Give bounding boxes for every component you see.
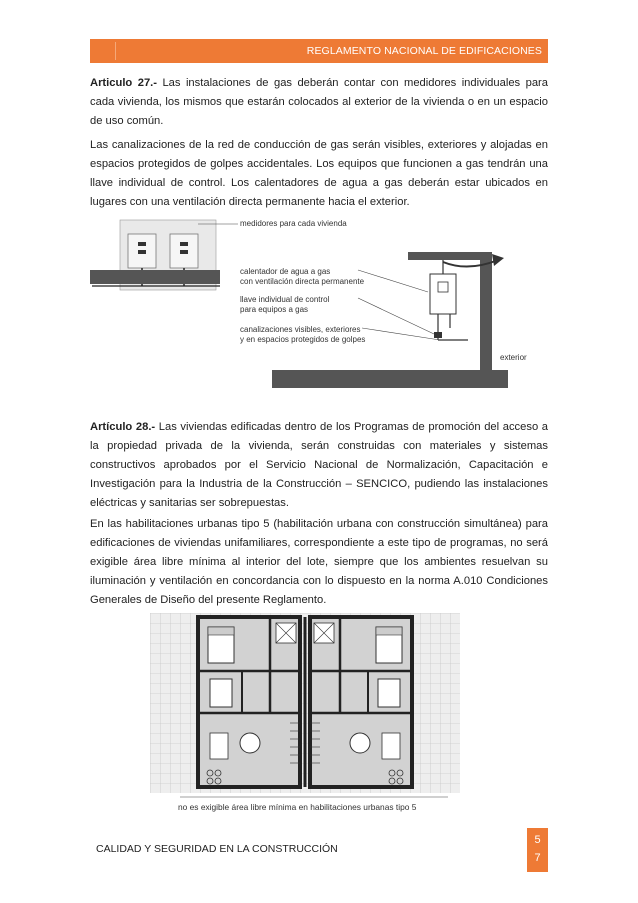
floor-plan-caption: no es exigible área libre mínima en habilitaciones urbanas tipo 5: [178, 802, 417, 812]
label-valve-2: para equipos a gas: [240, 305, 309, 314]
roof-slab: [408, 252, 488, 260]
exterior-wall: [480, 252, 492, 370]
paragraph-gas-lines: Las canalizaciones de la red de conducción de gas serán visibles, exteriores y alojadas en espacios protegidos de golpes accidentales. Los equipos que funcionen a gas tendrán una llave individual de control. Los calentadores de agua a gas deberán estar ubicados en lugares con una ventilación directa permanente hacia el exterior.: [90, 139, 548, 208]
label-valve-1: llave individual de control: [240, 295, 330, 304]
page-footer: CALIDAD Y SEGURIDAD EN LA CONSTRUCCIÓN: [96, 843, 338, 855]
dining-table-right: [350, 733, 370, 753]
article-28-text: Las viviendas edificadas dentro de los Programas de promoción del acceso a la propiedad privada de la vivienda, serán construidas con materiales y sistemas constructivos aprobados por el Servicio Nacional de Normalización, Capacitación e Investigación para la Industria de la Construcción – SENCICO, pudiendo las instalaciones eléctricas y sanitarias ser sobrepuestas.: [90, 421, 549, 509]
vent-arrow-icon: [492, 254, 504, 266]
label-exterior: exterior: [500, 353, 527, 362]
dining-table-left: [240, 733, 260, 753]
article-27-text: Las instalaciones de gas deberán contar con medidores individuales para cada vivienda, los mismos que estarán colocados al exterior de la vivienda o en un espacio de uso común.: [90, 77, 548, 127]
control-valve-icon: [434, 332, 442, 338]
label-heater-2: con ventilación directa permanente: [240, 277, 365, 286]
page-number-box: [527, 828, 548, 872]
article-27: [90, 74, 548, 131]
floor-plan-figure: [150, 613, 460, 813]
water-heater: [430, 274, 456, 314]
floor-slab: [272, 370, 508, 388]
ground-slab-left: [90, 270, 220, 284]
header-title: REGLAMENTO NACIONAL DE EDIFICACIONES: [306, 45, 542, 57]
paragraph-urban-type5: En las habilitaciones urbanas tipo 5 (habilitación urbana con construcción simultánea) para edificaciones de viviendas unifamiliares, correspondiente a este tipo de programas, no será exigible área libre mínima al interior del lote, siempre que los ambientes resuelvan su iluminación y ventilación en concordancia con lo dispuesto en la norma A.010 Condiciones Generales de Diseño del presente Reglamento.: [90, 518, 548, 606]
page-number-line1: 5: [534, 834, 541, 846]
article-28: [90, 418, 548, 513]
article-28-label: Artículo 28.-: [90, 421, 156, 433]
header-divider: [115, 42, 116, 60]
article-27-label: Articulo 27.-: [90, 77, 157, 89]
page-number-line2: 7: [534, 852, 541, 864]
page-header: [90, 39, 548, 63]
label-pipes-2: y en espacios protegidos de golpes: [240, 335, 366, 344]
gas-installation-figure: [88, 212, 527, 400]
label-heater-1: calentador de agua a gas: [240, 267, 331, 276]
label-meters: medidores para cada vivienda: [240, 219, 347, 228]
label-pipes-1: canalizaciones visibles, exteriores: [240, 325, 361, 334]
